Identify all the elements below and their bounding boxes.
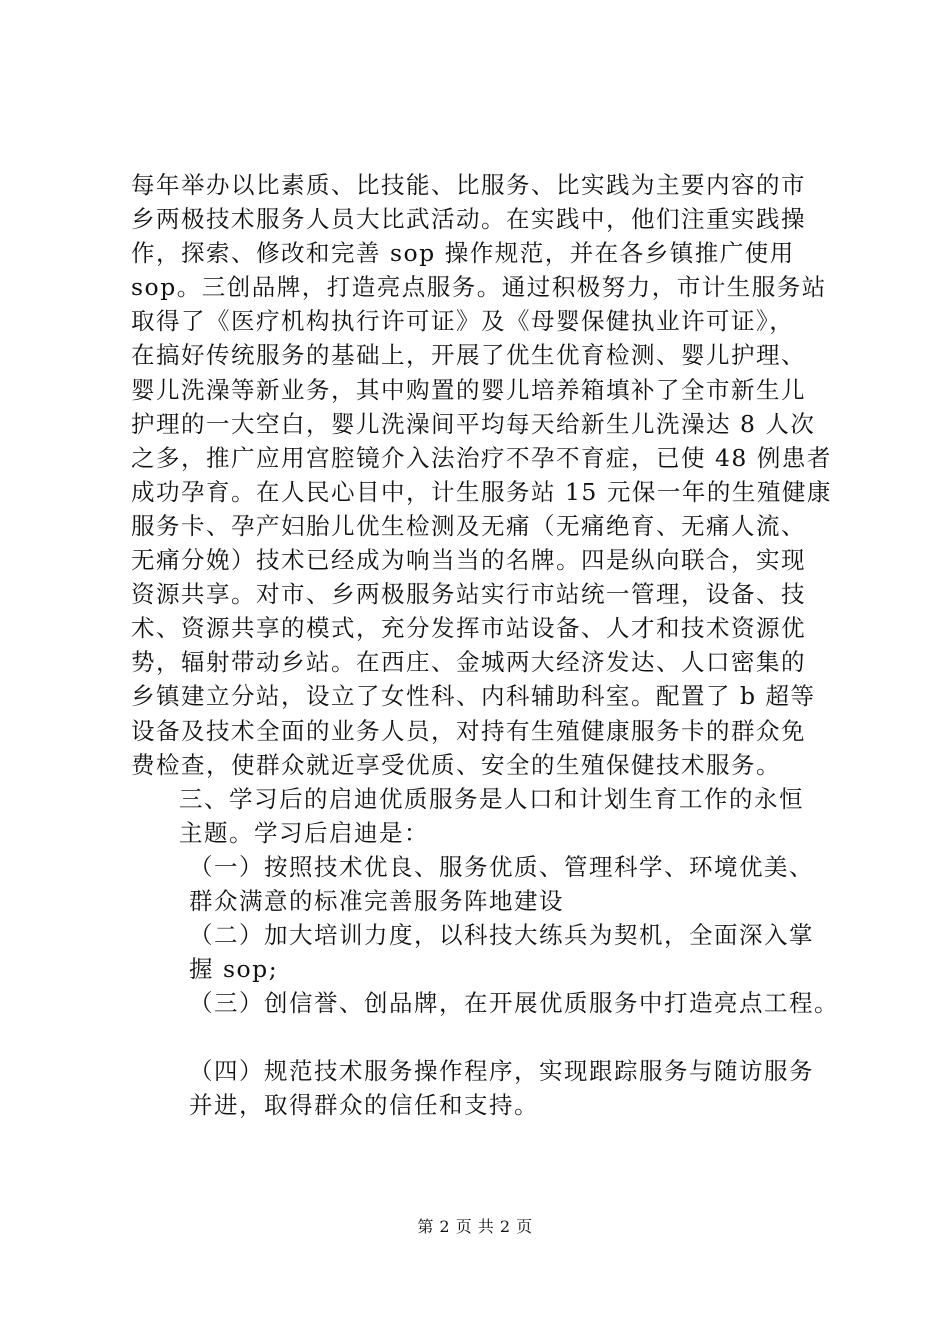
- list-item-one: （一）按照技术优良、服务优质、管理科学、环境优美、 群众满意的标准完善服务阵地建设: [189, 852, 814, 915]
- document-body: [131, 168, 851, 1123]
- paragraph-section-three: 三、学习后的启迪优质服务是人口和计划生育工作的永恒 主题。学习后启迪是：: [179, 784, 804, 847]
- list-item-two: （二）加大培训力度，以科技大练兵为契机，全面深入掌 握 sop;: [189, 921, 814, 984]
- paragraph-body: 每年举办以比素质、比技能、比服务、比实践为主要内容的市 乡两极技术服务人员大比武活动。在实践中，他们注重实践操 作，探索、修改和完善 sop 操作规范，并在各乡镇推广使用 sop。三创品牌，打造亮点服务。通过积极努力，市计生服务站 取得了《医疗机构执行许可证》及《母婴保健执业许可证》， 在搞好传统服务的基础上，开展了优生优育检测、婴儿护理、 婴儿洗澡等新业务，其中购置的婴儿培养箱填补了全市新生儿 护理的一大空白，婴儿洗澡间平均每天给新生儿洗澡达 8 人次 之多，推广应用宫腔镜介入法治疗不孕不育症，已使 48 例患者 成功孕育。在人民心目中，计生服务站 15 元保一年的生殖健康 服务卡、孕产妇胎儿优生检测及无痛（无痛绝育、无痛人流、 无痛分娩）技术已经成为响当当的名牌。四是纵向联合，实现 资源共享。对市、乡两极服务站实行市站统一管理，设备、技 术、资源共享的模式，充分发挥市站设备、人才和技术资源优 势，辐射带动乡站。在西庄、金城两大经济发达、人口密集的 乡镇建立分站，设立了女性科、内科辅助科室。配置了 b 超等 设备及技术全面的业务人员，对持有生殖健康服务卡的群众免 费检查，使群众就近享受优质、安全的生殖保健技术服务。: [131, 171, 832, 779]
- page-number-footer: 第 2 页 共 2 页: [417, 1217, 533, 1236]
- list-item-four: （四）规范技术服务操作程序，实现跟踪服务与随访服务 并进，取得群众的信任和支持。: [189, 1057, 814, 1120]
- list-item-three: （三）创信誉、创品牌，在开展优质服务中打造亮点工程。: [189, 989, 839, 1018]
